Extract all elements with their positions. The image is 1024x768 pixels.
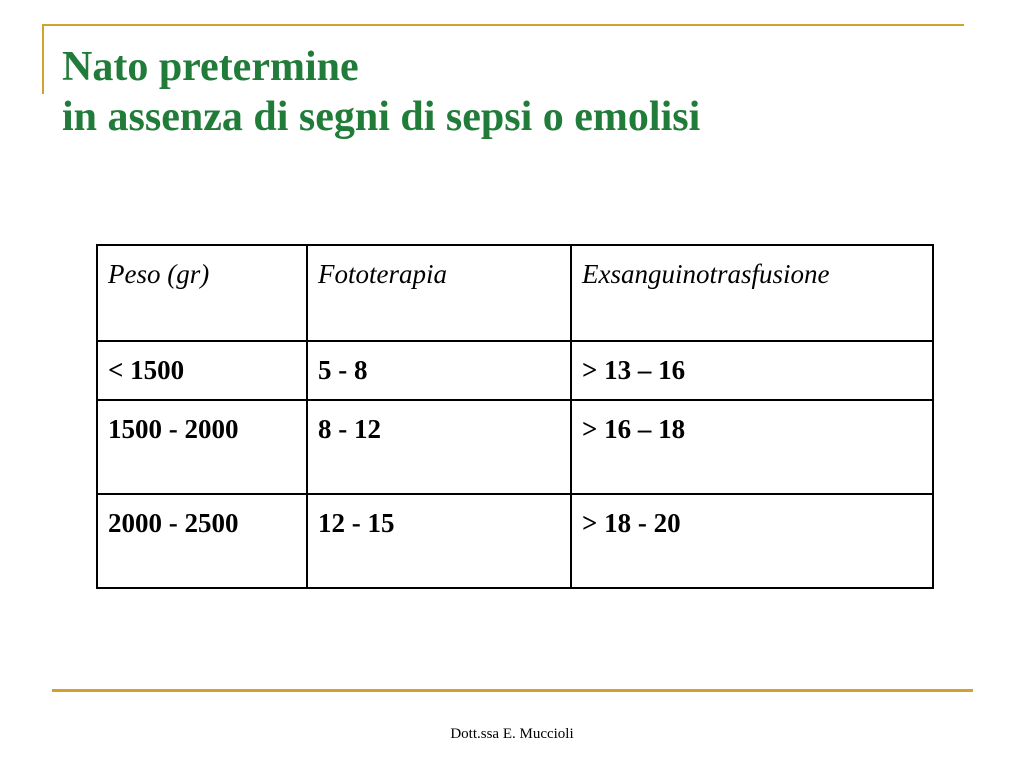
table-row — [97, 494, 933, 588]
frame-top-rule — [42, 24, 964, 26]
table-row — [97, 400, 933, 494]
cell-exchange-transfusion: > 13 – 16 — [571, 341, 933, 400]
header-exchange-transfusion: Exsanguinotrasfusione — [571, 245, 933, 341]
cell-weight: < 1500 — [97, 341, 307, 400]
cell-phototherapy: 5 - 8 — [307, 341, 571, 400]
header-phototherapy: Fototerapia — [307, 245, 571, 341]
cell-phototherapy: 12 - 15 — [307, 494, 571, 588]
cell-exchange-transfusion: > 18 - 20 — [571, 494, 933, 588]
title-line-1: Nato pretermine — [62, 44, 359, 90]
table-header-row — [97, 245, 933, 341]
frame-vertical-rule — [42, 24, 44, 94]
footer-author: Dott.ssa E. Muccioli — [450, 726, 574, 742]
table-row — [97, 341, 933, 400]
cell-weight: 2000 - 2500 — [97, 494, 307, 588]
slide-title — [62, 42, 700, 142]
cell-weight: 1500 - 2000 — [97, 400, 307, 494]
cell-exchange-transfusion: > 16 – 18 — [571, 400, 933, 494]
cell-phototherapy: 8 - 12 — [307, 400, 571, 494]
title-line-2: in assenza di segni di sepsi o emolisi — [62, 94, 701, 140]
phototherapy-threshold-table — [96, 244, 934, 589]
footer-rule — [52, 689, 973, 692]
header-weight: Peso (gr) — [97, 245, 307, 341]
